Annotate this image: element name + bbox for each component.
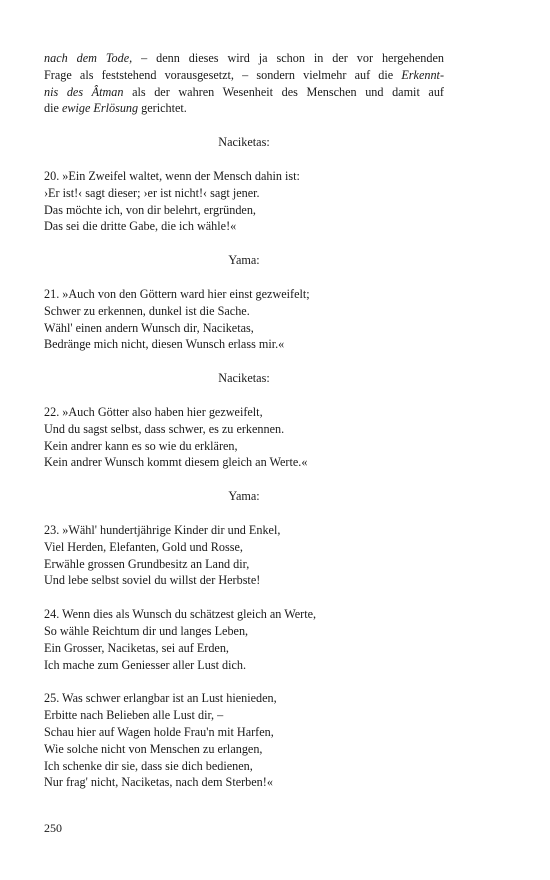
verse-line: Bedränge mich nicht, diesen Wunsch erlass mir.« xyxy=(44,337,285,352)
speaker-heading: Naciketas: xyxy=(218,371,270,386)
intro-line xyxy=(44,67,444,84)
emphasis-text: Erkennt- xyxy=(401,67,444,82)
verse-line: Ich mache zum Geniesser aller Lust dich. xyxy=(44,657,247,672)
emphasis-text: ewige Erlösung xyxy=(61,101,139,116)
verse-line: Kein andrer kann es so wie du erklären, xyxy=(44,438,238,453)
verse-line: Erwähle grossen Grundbesitz an Land dir, xyxy=(44,556,250,571)
verse-line: 23. »Wähl' hundertjährige Kinder dir und Enkel, xyxy=(44,522,281,537)
verse-line: Ein Grosser, Naciketas, sei auf Erden, xyxy=(44,640,229,655)
emphasis-text: nach dem Tode, xyxy=(44,51,133,65)
verse-stanza xyxy=(44,404,444,471)
verse-line: Ich schenke dir sie, dass sie dich bedienen, xyxy=(44,758,253,773)
intro-paragraph xyxy=(44,50,444,117)
verse-line: 20. »Ein Zweifel waltet, wenn der Mensch dahin ist: xyxy=(44,168,300,183)
speaker-heading: Naciketas: xyxy=(218,135,270,150)
intro-line xyxy=(44,84,444,101)
verse-line: Und du sagst selbst, dass schwer, es zu erkennen. xyxy=(44,421,285,436)
verse-line: Das möchte ich, von dir belehrt, ergründen, xyxy=(44,202,256,217)
page-body xyxy=(44,50,444,791)
verse-line: Schwer zu erkennen, dunkel ist die Sache. xyxy=(44,303,250,318)
verse-line: Nur frag' nicht, Naciketas, nach dem Sterben!« xyxy=(44,775,273,790)
verse-line: Viel Herden, Elefanten, Gold und Rosse, xyxy=(44,539,243,554)
body-text: die xyxy=(44,101,62,116)
verse-line: Das sei die dritte Gabe, die ich wähle!« xyxy=(44,219,237,234)
body-text: gerichtet. xyxy=(138,101,187,116)
verse-line: Und lebe selbst soviel du willst der Herbste! xyxy=(44,573,261,588)
speaker-heading: Yama: xyxy=(228,489,260,504)
verse-line: 25. Was schwer erlangbar ist an Lust hienieden, xyxy=(44,691,277,706)
speaker-heading: Yama: xyxy=(228,253,260,268)
verse-line: 24. Wenn dies als Wunsch du schätzest gleich an Werte, xyxy=(44,607,317,622)
verse-line: Wähl' einen andern Wunsch dir, Naciketas, xyxy=(44,320,254,335)
body-text: Frage als feststehend vorausgesetzt, – sondern vielmehr auf die xyxy=(44,67,402,82)
verse-stanza xyxy=(44,168,444,235)
intro-line xyxy=(44,100,444,117)
emphasis-text: nis des Âtman xyxy=(44,84,124,99)
verse-stanza xyxy=(44,522,444,589)
verse-stanza xyxy=(44,606,444,673)
verse-line: Kein andrer Wunsch kommt diesem gleich an Werte.« xyxy=(44,455,308,470)
body-text: als der wahren Wesenheit des Menschen und damit auf xyxy=(123,84,444,99)
page-number: 250 xyxy=(44,821,62,835)
verse-line: So wähle Reichtum dir und langes Leben, xyxy=(44,623,249,638)
verse-stanza xyxy=(44,286,444,353)
verse-stanza xyxy=(44,690,444,791)
verse-line: 21. »Auch von den Göttern ward hier einst gezweifelt; xyxy=(44,286,310,301)
body-text: – denn dieses wird ja schon in der vor hergehenden xyxy=(132,51,444,65)
verse-line: Wie solche nicht von Menschen zu erlangen, xyxy=(44,741,263,756)
verse-line: ›Er ist!‹ sagt dieser; ›er ist nicht!‹ sagt jener. xyxy=(44,185,260,200)
verse-line: Erbitte nach Belieben alle Lust dir, – xyxy=(44,708,224,723)
verse-line: 22. »Auch Götter also haben hier gezweifelt, xyxy=(44,404,263,419)
verse-line: Schau hier auf Wagen holde Frau'n mit Harfen, xyxy=(44,724,274,739)
intro-line xyxy=(44,50,444,67)
